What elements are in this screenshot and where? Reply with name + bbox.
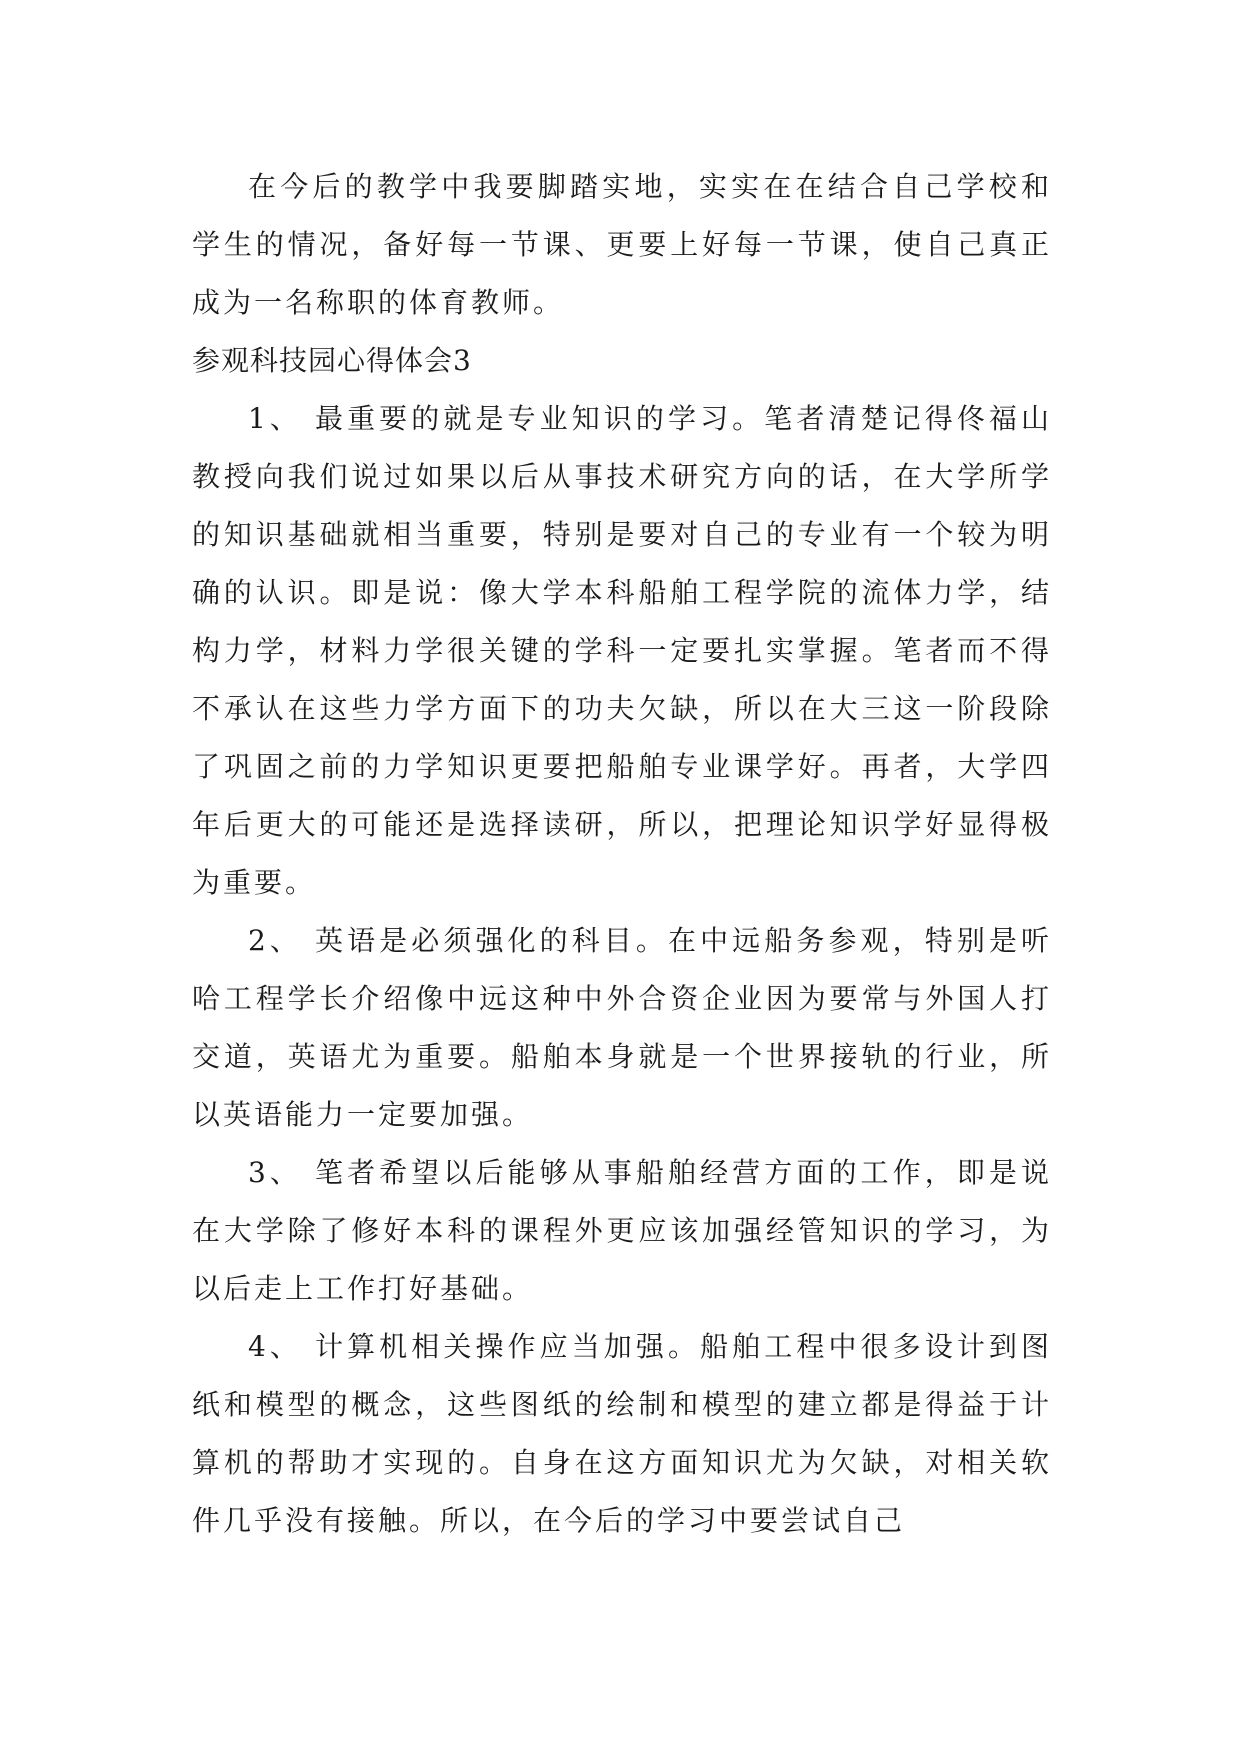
section-title: 参观科技园心得体会3 <box>192 344 472 377</box>
document-body <box>192 158 1052 1550</box>
list-item-2: 2、 英语是必须强化的科目。在中远船务参观，特别是听哈工程学长介绍像中远这种中外合资企业因为要常与外国人打交道，英语尤为重要。船舶本身就是一个世界接轨的行业，所以英语能力一定要加强。 <box>192 924 1052 1131</box>
list-item-4: 4、 计算机相关操作应当加强。船舶工程中很多设计到图纸和模型的概念，这些图纸的绘制和模型的建立都是得益于计算机的帮助才实现的。自身在这方面知识尤为欠缺，对相关软件几乎没有接触。所以，在今后的学习中要尝试自己 <box>192 1330 1052 1537</box>
list-item-1: 1、 最重要的就是专业知识的学习。笔者清楚记得佟福山教授向我们说过如果以后从事技术研究方向的话，在大学所学的知识基础就相当重要，特别是要对自己的专业有一个较为明确的认识。即是说：像大学本科船舶工程学院的流体力学，结构力学，材料力学很关键的学科一定要扎实掌握。笔者而不得不承认在这些力学方面下的功夫欠缺，所以在大三这一阶段除了巩固之前的力学知识更要把船舶专业课学好。再者，大学四年后更大的可能还是选择读研，所以，把理论知识学好显得极为重要。 <box>192 402 1052 899</box>
list-item-3: 3、 笔者希望以后能够从事船舶经营方面的工作，即是说在大学除了修好本科的课程外更应该加强经管知识的学习，为以后走上工作打好基础。 <box>192 1156 1052 1305</box>
intro-paragraph: 在今后的教学中我要脚踏实地，实实在在结合自己学校和学生的情况，备好每一节课、更要上好每一节课，使自己真正成为一名称职的体育教师。 <box>192 170 1052 319</box>
